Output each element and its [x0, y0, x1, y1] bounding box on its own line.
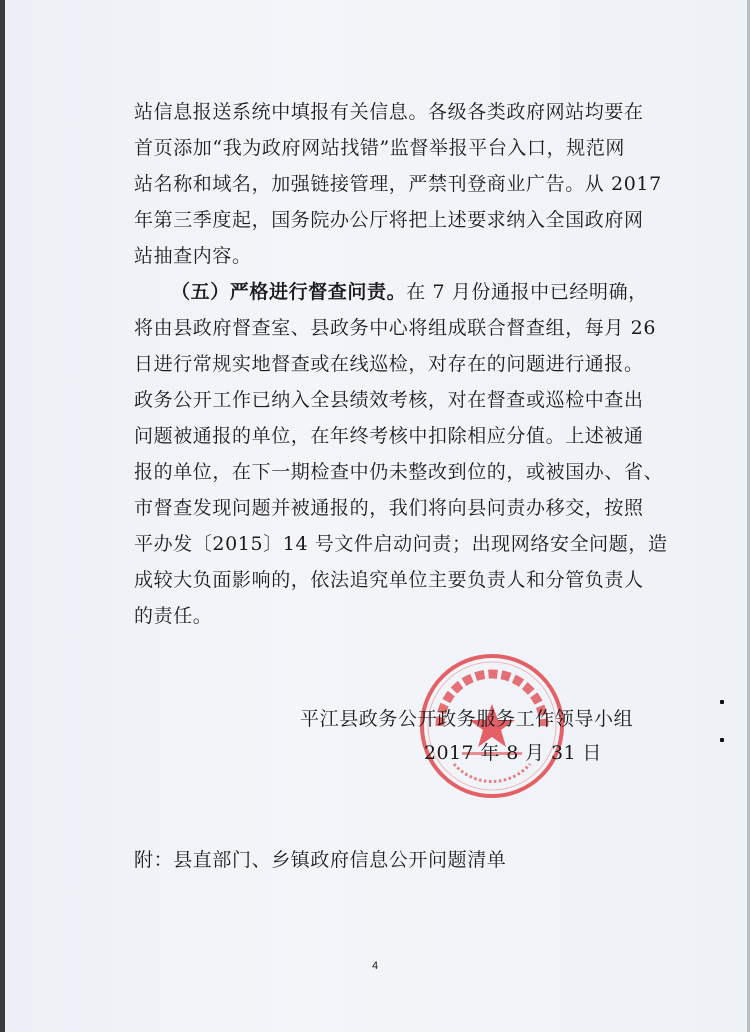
scan-edge-left	[0, 0, 5, 1032]
body-line: 问题被通报的单位，在年终考核中扣除相应分值。上述被通	[134, 425, 644, 447]
section-5-first-line	[171, 274, 648, 310]
page-number: 4	[371, 960, 379, 972]
body-line: 政务公开工作已纳入全县绩效考核，对在督查或巡检中查出	[134, 389, 644, 411]
issue-date: 2017 年 8 月 31 日	[424, 742, 602, 764]
body-line: 市督查发现问题并被通报的，我们将向县问责办移交，按照	[134, 497, 644, 519]
section-5-heading: （五）严格进行督查问责。	[171, 281, 407, 303]
body-line: 站名称和域名，加强链接管理，严禁刊登商业广告。从 2017	[134, 173, 662, 195]
body-line: 日进行常规实地督查或在线巡检，对存在的问题进行通报。	[134, 353, 644, 375]
section-5-intro: 在 7 月份通报中已经明确，	[406, 281, 648, 303]
scan-speck	[720, 738, 724, 742]
body-line: 平办发〔2015〕14 号文件启动问责；出现网络安全问题，造	[134, 533, 668, 555]
scan-speck	[720, 700, 724, 704]
attachment-note: 附：县直部门、乡镇政府信息公开问题清单	[134, 849, 507, 871]
issuer-organization: 平江县政务公开政务服务工作领导小组	[300, 708, 634, 730]
body-line: 站抽查内容。	[134, 245, 252, 267]
body-line: 站信息报送系统中填报有关信息。各级各类政府网站均要在	[134, 101, 644, 123]
body-line: 年第三季度起，国务院办公厅将把上述要求纳入全国政府网	[134, 209, 644, 231]
body-line: 将由县政府督查室、县政务中心将组成联合督查组，每月 26	[134, 317, 657, 339]
body-line: 首页添加“我为政府网站找错”监督举报平台入口，规范网	[134, 137, 626, 159]
body-line: 报的单位，在下一期检查中仍未整改到位的，或被国办、省、	[134, 461, 664, 483]
body-line: 的责任。	[134, 605, 213, 627]
body-line: 成较大负面影响的，依法追究单位主要负责人和分管负责人	[134, 569, 644, 591]
